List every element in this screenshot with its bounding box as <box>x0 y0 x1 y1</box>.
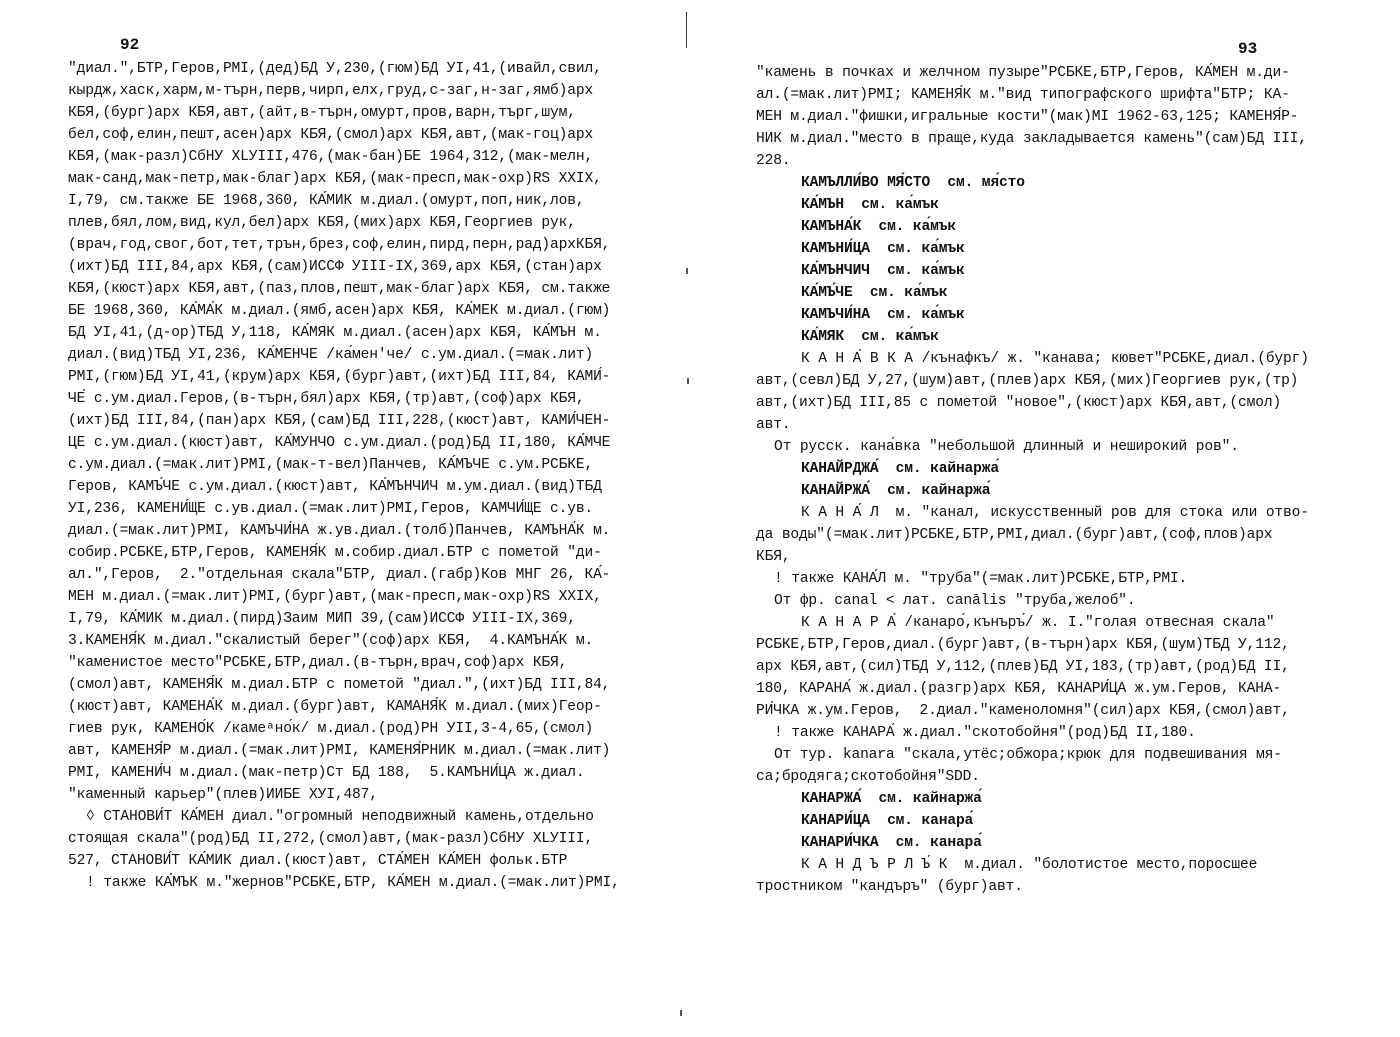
cross-reference-line: КА́МЪНЧИЧ см. ка́мък <box>801 263 965 279</box>
note-line: ! также КАНА́Л м. "труба"(=мак.лит)РСБКЕ,БТР,РМI. <box>774 571 1188 587</box>
text-line: кырдж,хаск,харм,м-търн,перв,чирп,елх,груд,с-заг,н-заг,ямб)арх <box>68 83 594 99</box>
text-line: БЕ 1968,360, КА́МА́К м.диал.(ямб,асен)арх КБЯ, КА́МЕК м.диал.(гюм) <box>68 303 611 319</box>
text-line: РМI,(гюм)БД УI,41,(крум)арх КБЯ,(бург)авт,(ихт)БД III,84, КАМИ́- <box>68 369 611 385</box>
note-line: ! также КА́МЪК м."жернов"РСБКЕ,БТР, КА́МЕН м.диал.(=мак.лит)РМI, <box>86 875 620 891</box>
text-line: МЕН м.диал.(=мак.лит)РМI,(бург)авт,(мак-пресп,мак-охр)RS XXIX, <box>68 589 602 605</box>
text-line: КБЯ,(мак-разл)СбНУ XLУIII,476,(мак-бан)БЕ 1964,312,(мак-мелн, <box>68 149 594 165</box>
text-line: стоящая скала"(род)БД II,272,(смол)авт,(мак-разл)СбНУ XLУIII, <box>68 831 594 847</box>
headword-line: К А Н Д Ъ Р Л Ъ́ К м.диал. "болотистое место,поросшее <box>801 857 1258 873</box>
cross-reference-line: КАМЪЛЛИ́ВО МЯ́СТО см. мя́сто <box>801 175 1025 191</box>
text-line: собир.РСБКЕ,БТР,Геров, КАМЕНЯ́К м.собир.диал.БТР с пометой "ди- <box>68 545 602 561</box>
note-line: ◊ СТАНОВИ́Т КА́МЕН диал."огромный неподвижный камень,отдельно <box>86 809 594 825</box>
text-line: плев,бял,лом,вид,кул,бел)арх КБЯ,(мих)арх КБЯ,Георгиев рук, <box>68 215 576 231</box>
text-line: КБЯ, <box>756 549 791 565</box>
text-line: 527, СТАНОВИ́Т КА́МИК диал.(кюст)авт, СТА́МЕН КА́МЕН фольк.БТР <box>68 853 568 869</box>
text-line: арх КБЯ,авт,(сил)ТБД У,112,(плев)БД УI,183,(тр)авт,(род)БД II, <box>756 659 1290 675</box>
text-line: да воды"(=мак.лит)РСБКЕ,БТР,РМI,диал.(бург)авт,(соф,плов)арх <box>756 527 1273 543</box>
text-line: РМI, КАМЕНИ́Ч м.диал.(мак-петр)Ст БД 188, 5.КАМЪНИ́ЦА ж.диал. <box>68 765 585 781</box>
text-line: с.ум.диал.(=мак.лит)РМI,(мак-т-вел)Панчев, КА́МЪЧЕ с.ум.РСБКЕ, <box>68 457 594 473</box>
cross-reference-line: КАНАЙРЖА́ см. кайнаржа́ <box>801 483 991 499</box>
text-line: РСБКЕ,БТР,Геров,диал.(бург)авт,(в-търн)арх КБЯ,(шум)ТБД У,112, <box>756 637 1290 653</box>
page-text <box>68 58 620 894</box>
text-line: диал.(вид)ТБД УI,236, КА́МЕНЧЕ /ка́мен'че/ с.ум.диал.(=мак.лит) <box>68 347 594 363</box>
text-line: НИК м.диал."место в праще,куда закладывается камень"(сам)БД III, <box>756 131 1307 147</box>
page-number: 92 <box>120 36 140 54</box>
text-line: (кюст)авт, КАМЕНА́К м.диал.(бург)авт, КАМАНЯ́К м.диал.(мих)Геор- <box>68 699 602 715</box>
text-line: авт. <box>756 417 791 433</box>
text-line: (врач,год,свог,бот,тет,трън,брез,соф,елин,пирд,перн,рад)архКБЯ, <box>68 237 611 253</box>
text-line: ЧЕ́ с.ум.диал.Геров,(в-търн,бял)арх КБЯ,(тр)авт,(соф)арх КБЯ, <box>68 391 585 407</box>
text-line: 228. <box>756 153 791 169</box>
text-line: 180, КАРАНА́ ж.диал.(разгр)арх КБЯ, КАНАРИ́ЦА ж.ум.Геров, КАНА- <box>756 681 1282 697</box>
text-line: тростником "кандъръ" (бург)авт. <box>756 879 1023 895</box>
cross-reference-line: КАМЪНИ́ЦА см. ка́мък <box>801 241 965 257</box>
text-line: (ихт)БД III,84,(пан)арх КБЯ,(сам)БД III,228,(кюст)авт, КАМИ́ЧЕН- <box>68 413 611 429</box>
text-line: бел,соф,елин,пешт,асен)арх КБЯ,(смол)арх КБЯ,авт,(мак-гоц)арх <box>68 127 594 143</box>
note-line: От русск. кана́вка "небольшой длинный и неширокий ров". <box>774 439 1239 455</box>
note-line: От тур. kanara "скала,утёс;обжора;крюк для подвешивания мя- <box>774 747 1282 763</box>
cross-reference-line: КАМЪЧИ́НА см. ка́мък <box>801 307 965 323</box>
page-text <box>756 62 1309 898</box>
text-line: РИ́ЧКА ж.ум.Геров, 2.диал."каменоломня"(сил)арх КБЯ,(смол)авт, <box>756 703 1290 719</box>
text-line: са;бродяга;скотобойня"SDD. <box>756 769 980 785</box>
text-line: диал.(=мак.лит)РМI, КАМЪЧИ́НА ж.ув.диал.(толб)Панчев, КАМЪНА́К м. <box>68 523 611 539</box>
cross-reference-line: КА́МЯК см. ка́мък <box>801 329 939 345</box>
text-line: I,79, КА́МИК м.диал.(пирд)Заим МИП 39,(сам)ИССФ УIII-IX,369, <box>68 611 576 627</box>
page-number: 93 <box>1238 40 1258 58</box>
cross-reference-line: КАНАРИ́ЧКА см. канара́ <box>801 835 982 851</box>
headword-line: К А Н А́ Л м. "канал, искусственный ров для стока или отво- <box>801 505 1309 521</box>
note-line: ! также КАНАРА́ ж.диал."скотобойня"(род)БД II,180. <box>774 725 1196 741</box>
left-page <box>0 0 690 1037</box>
text-line: ал.",Геров, 2."отдельная скала"БТР, диал.(габр)Ков МНГ 26, КА́- <box>68 567 611 583</box>
text-line: I,79, см.также БЕ 1968,360, КА́МИК м.диал.(омурт,поп,ник,лов, <box>68 193 585 209</box>
text-line: "камень в почках и желчном пузыре"РСБКЕ,БТР,Геров, КА́МЕН м.ди- <box>756 65 1290 81</box>
text-line: авт, КАМЕНЯ́Р м.диал.(=мак.лит)РМI, КАМЕНЯ́РНИК м.диал.(=мак.лит) <box>68 743 611 759</box>
text-line: "каменистое место"РСБКЕ,БТР,диал.(в-търн,врач,соф)арх КБЯ, <box>68 655 568 671</box>
right-page <box>690 0 1400 1037</box>
cross-reference-line: КАНАЙРДЖА́ см. кайнаржа́ <box>801 461 999 477</box>
text-line: ал.(=мак.лит)РМI; КАМЕНЯ́К м."вид типографского шрифта"БТР; КА- <box>756 87 1290 103</box>
text-line: МЕН м.диал."фишки,игральные кости"(мак)МI 1962-63,125; КАМЕНЯ́Р- <box>756 109 1299 125</box>
text-line: авт,(севл)БД У,27,(шум)авт,(плев)арх КБЯ,(мих)Георгиев рук,(тр) <box>756 373 1299 389</box>
text-line: Геров, КАМЪ́ЧЕ с.ум.диал.(кюст)авт, КА́МЪНЧИЧ м.ум.диал.(вид)ТБД <box>68 479 602 495</box>
text-line: КБЯ,(бург)арх КБЯ,авт,(айт,в-търн,омурт,пров,варн,търг,шум, <box>68 105 576 121</box>
text-line: КБЯ,(кюст)арх КБЯ,авт,(паз,плов,пешт,мак-благ)арх КБЯ, см.также <box>68 281 611 297</box>
cross-reference-line: КА́МЪ́ЧЕ см. ка́мък <box>801 285 948 301</box>
text-line: авт,(ихт)БД III,85 с пометой "новое",(кюст)арх КБЯ,авт,(смол) <box>756 395 1282 411</box>
cross-reference-line: КАНАРЖА́ см. кайнаржа́ <box>801 791 982 807</box>
text-line: БД УI,41,(д-ор)ТБД У,118, КА́МЯК м.диал.(асен)арх КБЯ, КА́МЪН м. <box>68 325 602 341</box>
text-line: гиев рук, КАМЕНО́К /камеᵃно́к/ м.диал.(род)РН УII,3-4,65,(смол) <box>68 721 594 737</box>
cross-reference-line: КА́МЪН см. ка́мък <box>801 197 939 213</box>
text-line: (ихт)БД III,84,арх КБЯ,(сам)ИССФ УIII-IX,369,арх КБЯ,(стан)арх <box>68 259 602 275</box>
text-line: мак-санд,мак-петр,мак-благ)арх КБЯ,(мак-пресп,мак-охр)RS XXIX, <box>68 171 602 187</box>
headword-line: К А Н А Р А́ /канаро́,кънъръ́/ ж. I."голая отвесная скала" <box>801 615 1275 631</box>
text-line: (смол)авт, КАМЕНЯ́К м.диал.БТР с пометой "диал.",(ихт)БД III,84, <box>68 677 611 693</box>
text-line: "каменный карьер"(плев)ИИБЕ ХУI,487, <box>68 787 378 803</box>
text-line: "диал.",БТР,Геров,РМI,(дед)БД У,230,(гюм)БД УI,41,(ивайл,свил, <box>68 61 602 77</box>
text-line: 3.КАМЕНЯ́К м.диал."скалистый берег"(соф)арх КБЯ, 4.КАМЪНА́К м. <box>68 633 594 649</box>
cross-reference-line: КАМЪНА́К см. ка́мък <box>801 219 956 235</box>
text-line: ЦЕ с.ум.диал.(кюст)авт, КА́МУНЧО с.ум.диал.(род)БД II,180, КА́МЧЕ <box>68 435 611 451</box>
cross-reference-line: КАНАРИ́ЦА см. канара́ <box>801 813 974 829</box>
note-line: От фр. canal < лат. canālis "труба,желоб". <box>774 593 1136 609</box>
headword-line: К А Н А́ В К А /кънафкъ/ ж. "канава; кювет"РСБКЕ,диал.(бург) <box>801 351 1309 367</box>
text-line: УI,236, КАМЕНИ́ЩЕ с.ув.диал.(=мак.лит)РМI,Геров, КАМЧИ́ЩЕ с.ув. <box>68 501 594 517</box>
